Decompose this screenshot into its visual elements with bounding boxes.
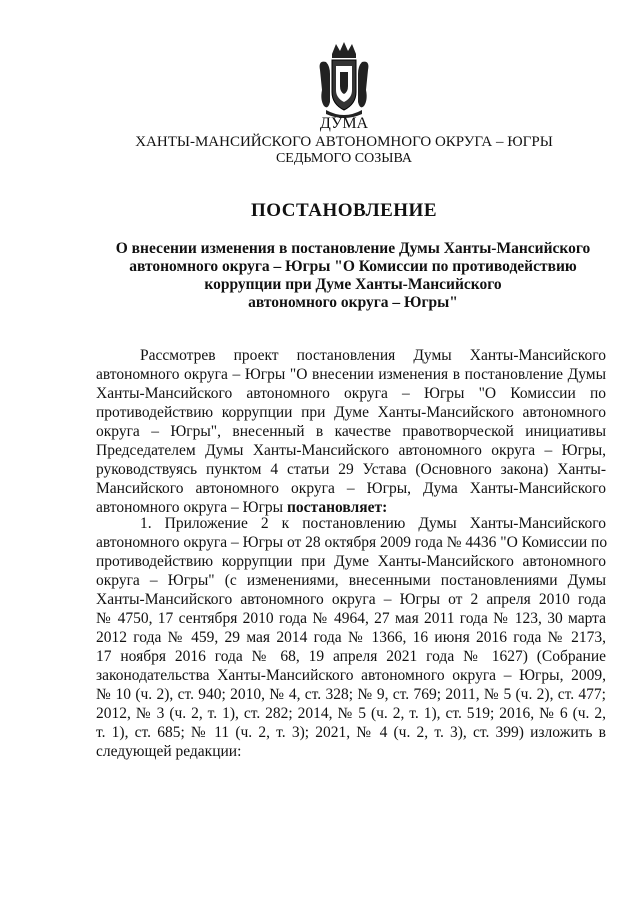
- preamble-line: Рассмотрев проект постановления Думы Ханты-Мансийского: [140, 347, 606, 364]
- document-subject: [0, 240, 640, 312]
- item1-line: т. 1), ст. 685; № 11 (ч. 2, т. 3); 2021, № 4 (ч. 2, т. 3), ст. 399) изложить в: [96, 724, 606, 741]
- org-name: ДУМА: [319, 115, 369, 132]
- preamble-line: Мансийского автономного округа – Югры, Дума Ханты-Мансийского: [96, 480, 606, 497]
- subject-line: коррупции при Думе Ханты-Мансийского: [204, 276, 502, 293]
- preamble-line: Председателем Думы Ханты-Мансийского автономного округа – Югры,: [96, 442, 606, 459]
- convocation: СЕДЬМОГО СОЗЫВА: [275, 151, 413, 166]
- item1-line: 2012 года № 459, 29 мая 2014 года № 1366, 16 июня 2016 года № 2173,: [96, 629, 606, 646]
- item1-line: автономного округа – Югры от 28 октября 2009 года № 4436 "О Комиссии по: [96, 534, 608, 551]
- item1-line: следующей редакции:: [96, 743, 242, 760]
- preamble-last-text: автономного округа – Югры: [96, 499, 287, 516]
- preamble-line: Ханты-Мансийского автономного округа – Югры "О Комиссии по: [96, 385, 606, 402]
- item1-line: округа – Югры" (с изменениями, внесенными постановлениями Думы: [96, 572, 606, 589]
- coat-of-arms-emblem: [318, 40, 370, 122]
- item1-line: противодействию коррупции при Думе Ханты-Мансийского автономного: [96, 553, 606, 570]
- item1-line: 17 ноября 2016 года № 68, 19 апреля 2021 года № 1627) (Собрание: [96, 648, 606, 665]
- resolves-word: постановляет:: [286, 499, 388, 516]
- preamble-line: руководствуясь пунктом 4 статьи 29 Устава (Основного закона) Ханты-: [96, 461, 606, 478]
- preamble-line: округа – Югры", внесенный в качестве правотворческой инициативы: [96, 423, 606, 440]
- subject-line: О внесении изменения в постановление Думы Ханты-Мансийского: [115, 240, 591, 257]
- preamble-line: автономного округа – Югры "О внесении изменения в постановление Думы: [96, 366, 606, 383]
- item1-line: законодательства Ханты-Мансийского автономного округа – Югры, 2009,: [96, 667, 606, 684]
- document-type: ПОСТАНОВЛЕНИЕ: [250, 200, 438, 221]
- region-name: ХАНТЫ-МАНСИЙСКОГО АВТОНОМНОГО ОКРУГА – ЮГРЫ: [135, 134, 553, 150]
- subject-line: автономного округа – Югры "О Комиссии по противодействию: [129, 258, 577, 275]
- item1-line: № 10 (ч. 2), ст. 940; 2010, № 4, ст. 328; № 9, ст. 769; 2011, № 5 (ч. 2), ст. 477;: [96, 686, 606, 703]
- item1-line: № 4750, 17 сентября 2010 года № 4964, 27 мая 2011 года № 123, 30 марта: [96, 610, 606, 627]
- preamble-line: противодействию коррупции при Думе Ханты-Мансийского автономного: [96, 404, 606, 421]
- item1-line: 1. Приложение 2 к постановлению Думы Ханты-Мансийского: [140, 515, 606, 532]
- item1-line: 2012, № 3 (ч. 2, т. 1), ст. 282; 2014, № 5 (ч. 2, т. 1), ст. 519; 2016, № 6 (ч. 2,: [96, 705, 606, 722]
- subject-line: автономного округа – Югры": [248, 294, 458, 311]
- item1-line: Ханты-Мансийского автономного округа – Югры от 2 апреля 2010 года: [96, 591, 606, 608]
